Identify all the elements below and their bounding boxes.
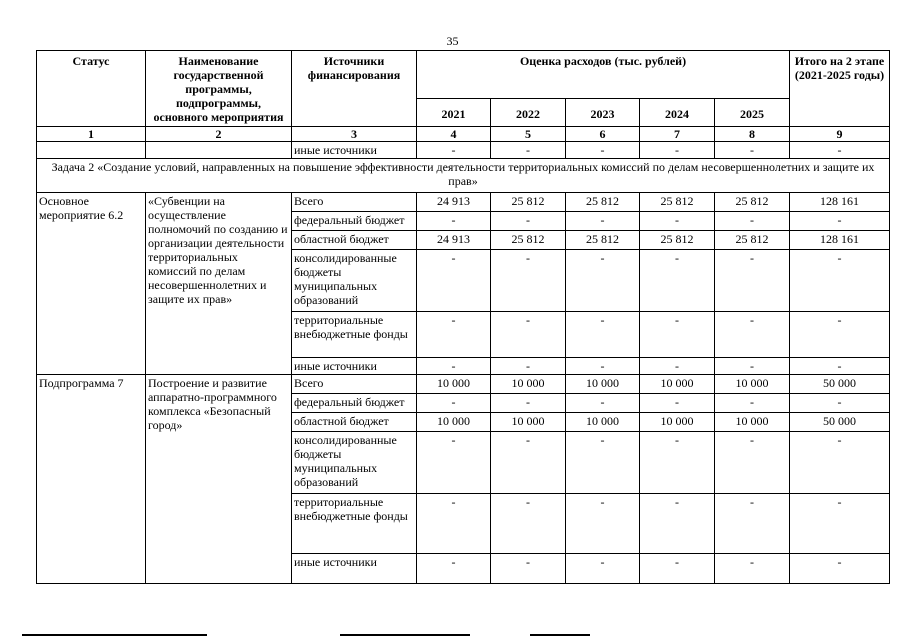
table-row: [37, 193, 890, 212]
col-number: 8: [715, 127, 790, 142]
value-cell: 10 000: [566, 413, 640, 432]
value-cell: -: [640, 554, 715, 584]
value-cell: -: [790, 142, 890, 159]
col-number: 3: [292, 127, 417, 142]
value-cell: -: [715, 212, 790, 231]
value-cell: -: [715, 142, 790, 159]
value-cell: -: [417, 250, 491, 312]
value-cell: -: [640, 212, 715, 231]
value-cell: -: [715, 358, 790, 375]
value-cell: -: [491, 142, 566, 159]
value-cell: -: [640, 250, 715, 312]
value-cell: -: [790, 212, 890, 231]
value-cell: -: [790, 554, 890, 584]
value-cell: -: [417, 554, 491, 584]
value-cell: 10 000: [491, 375, 566, 394]
value-cell: 25 812: [491, 193, 566, 212]
source-label: территориальные внебюджетные фонды: [292, 494, 417, 554]
value-cell: -: [417, 312, 491, 358]
footer-rule: [530, 634, 590, 636]
header-year: 2022: [491, 99, 566, 127]
value-cell: -: [715, 250, 790, 312]
value-cell: -: [790, 312, 890, 358]
value-cell: -: [790, 358, 890, 375]
value-cell: -: [491, 494, 566, 554]
header-sources: Источники финансирования: [292, 51, 417, 127]
value-cell: 50 000: [790, 375, 890, 394]
value-cell: -: [640, 432, 715, 494]
header-total: Итого на 2 этапе (2021-2025 годы): [790, 51, 890, 127]
page-number: 35: [446, 34, 459, 48]
value-cell: -: [566, 250, 640, 312]
header-name: Наименование государственной программы, подпрограммы, основного мероприятия: [146, 51, 292, 127]
value-cell: -: [417, 494, 491, 554]
value-cell: 10 000: [715, 375, 790, 394]
value-cell: -: [417, 142, 491, 159]
value-cell: -: [491, 432, 566, 494]
value-cell: 25 812: [640, 193, 715, 212]
value-cell: -: [491, 312, 566, 358]
header-status: Статус: [37, 51, 146, 127]
value-cell: -: [417, 432, 491, 494]
source-label: областной бюджет: [292, 231, 417, 250]
value-cell: -: [566, 312, 640, 358]
value-cell: -: [566, 554, 640, 584]
source-label: Всего: [292, 193, 417, 212]
value-cell: 24 913: [417, 231, 491, 250]
value-cell: 25 812: [640, 231, 715, 250]
value-cell: -: [715, 554, 790, 584]
footer-rule: [22, 634, 207, 636]
source-label: федеральный бюджет: [292, 212, 417, 231]
header-year: 2024: [640, 99, 715, 127]
task-heading: Задача 2 «Создание условий, направленных на повышение эффективности деятельности территориальных комиссий по делам несовершеннолетних и защите их прав»: [37, 159, 890, 193]
value-cell: -: [640, 142, 715, 159]
value-cell: 25 812: [491, 231, 566, 250]
source-label: территориальные внебюджетные фонды: [292, 312, 417, 358]
status-cell: Подпрограмма 7: [37, 375, 146, 584]
value-cell: 10 000: [566, 375, 640, 394]
value-cell: -: [566, 358, 640, 375]
value-cell: 128 161: [790, 231, 890, 250]
value-cell: -: [417, 394, 491, 413]
col-number: 5: [491, 127, 566, 142]
col-number: 7: [640, 127, 715, 142]
source-label: иные источники: [292, 358, 417, 375]
value-cell: -: [566, 394, 640, 413]
value-cell: -: [640, 394, 715, 413]
value-cell: -: [417, 212, 491, 231]
value-cell: -: [715, 312, 790, 358]
program-name-cell: Построение и развитие аппаратно-программного комплекса «Безопасный город»: [146, 375, 292, 584]
value-cell: -: [491, 250, 566, 312]
col-number: 2: [146, 127, 292, 142]
value-cell: 50 000: [790, 413, 890, 432]
value-cell: 24 913: [417, 193, 491, 212]
value-cell: -: [640, 312, 715, 358]
header-year: 2023: [566, 99, 640, 127]
value-cell: 128 161: [790, 193, 890, 212]
source-label: федеральный бюджет: [292, 394, 417, 413]
value-cell: -: [566, 212, 640, 231]
value-cell: 25 812: [715, 231, 790, 250]
header-year: 2021: [417, 99, 491, 127]
value-cell: -: [640, 358, 715, 375]
program-name-cell: «Субвенции на осуществление полномочий по созданию и организации деятельности территориальных комиссий по делам несовершеннолетних и защите их прав»: [146, 193, 292, 375]
value-cell: -: [640, 494, 715, 554]
col-number: 1: [37, 127, 146, 142]
value-cell: -: [715, 394, 790, 413]
header-estimate: Оценка расходов (тыс. рублей): [417, 51, 790, 99]
value-cell: 25 812: [566, 193, 640, 212]
value-cell: -: [491, 394, 566, 413]
table-row: [37, 142, 890, 159]
value-cell: -: [715, 494, 790, 554]
value-cell: -: [566, 494, 640, 554]
source-label: консолидированные бюджеты муниципальных образований: [292, 432, 417, 494]
col-number: 6: [566, 127, 640, 142]
status-cell: Основное мероприятие 6.2: [37, 193, 146, 375]
header-year: 2025: [715, 99, 790, 127]
source-label: Всего: [292, 375, 417, 394]
source-label: иные источники: [292, 142, 417, 159]
value-cell: 10 000: [417, 413, 491, 432]
value-cell: 10 000: [491, 413, 566, 432]
footer-rule: [340, 634, 470, 636]
value-cell: 10 000: [417, 375, 491, 394]
source-label: консолидированные бюджеты муниципальных образований: [292, 250, 417, 312]
value-cell: 10 000: [715, 413, 790, 432]
value-cell: 10 000: [640, 375, 715, 394]
value-cell: -: [491, 554, 566, 584]
value-cell: -: [790, 250, 890, 312]
value-cell: -: [491, 212, 566, 231]
value-cell: -: [790, 394, 890, 413]
value-cell: -: [790, 494, 890, 554]
source-label: областной бюджет: [292, 413, 417, 432]
value-cell: 10 000: [640, 413, 715, 432]
value-cell: -: [790, 432, 890, 494]
value-cell: -: [491, 358, 566, 375]
value-cell: -: [566, 432, 640, 494]
value-cell: -: [715, 432, 790, 494]
expenses-table: [36, 50, 890, 584]
value-cell: 25 812: [566, 231, 640, 250]
value-cell: -: [566, 142, 640, 159]
source-label: иные источники: [292, 554, 417, 584]
col-number: 4: [417, 127, 491, 142]
value-cell: 25 812: [715, 193, 790, 212]
col-number: 9: [790, 127, 890, 142]
table-row: [37, 375, 890, 394]
value-cell: -: [417, 358, 491, 375]
